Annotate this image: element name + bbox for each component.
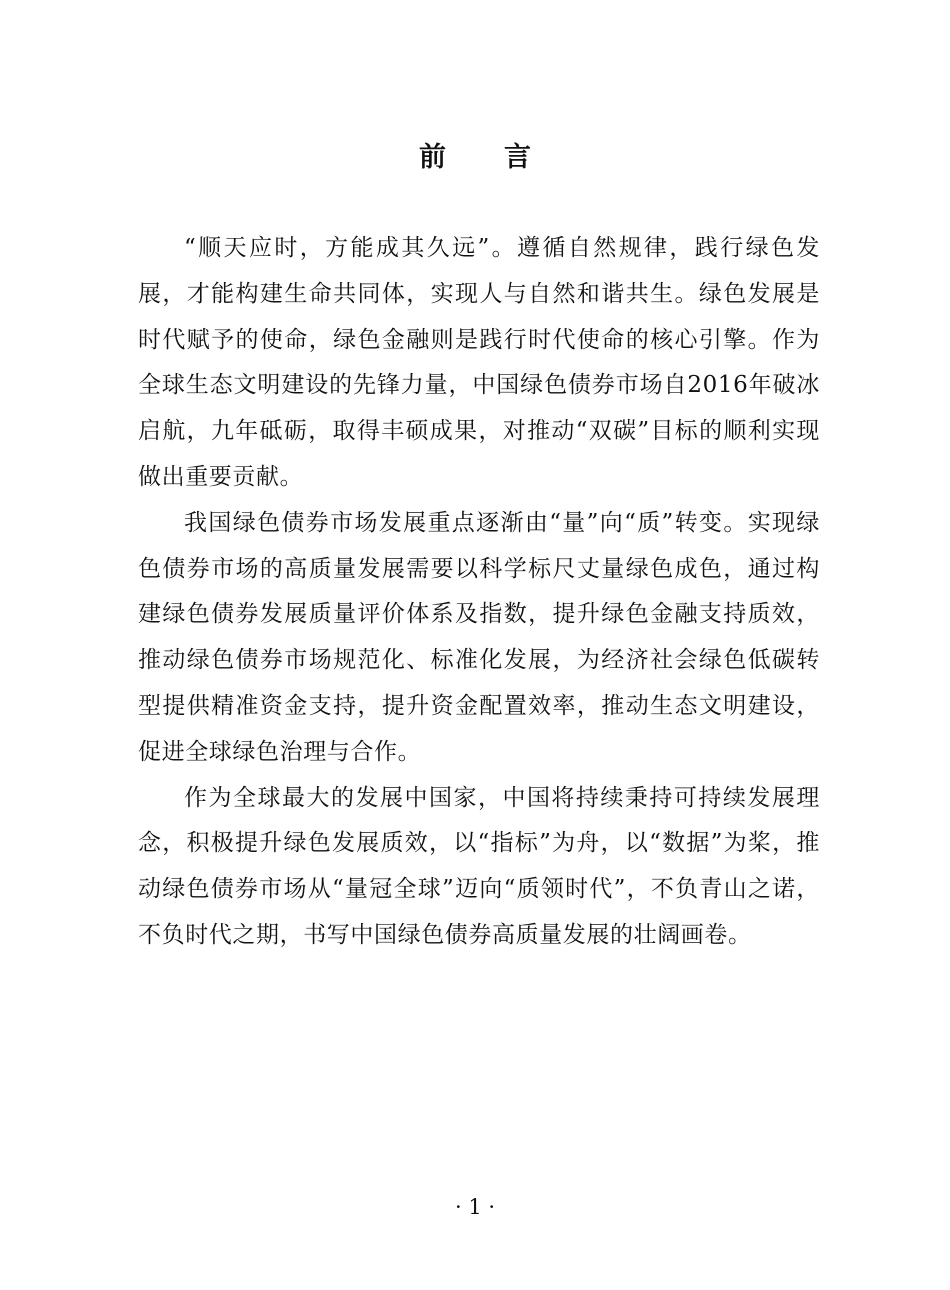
page-title: 前言: [419, 142, 589, 173]
preface-body: [138, 226, 820, 959]
paragraph-1: “顺天应时，方能成其久远”。遵循自然规律，践行绿色发展，才能构建生命共同体，实现人与自然和谐共生。绿色发展是时代赋予的使命，绿色金融则是践行时代使命的核心引擎。作为全球生态文明建设的先锋力量，中国绿色债券市场自2016年破冰启航，九年砥砺，取得丰硕成果，对推动“双碳”目标的顺利实现做出重要贡献。: [138, 235, 820, 490]
paragraph-2: 我国绿色债券市场发展重点逐渐由“量”向“质”转变。实现绿色债券市场的高质量发展需要以科学标尺丈量绿色成色，通过构建绿色债券发展质量评价体系及指数，提升绿色金融支持质效，推动绿色债券市场规范化、标准化发展，为经济社会绿色低碳转型提供精准资金支持，提升资金配置效率，推动生态文明建设，促进全球绿色治理与合作。: [138, 509, 820, 765]
page-number: · 1 ·: [454, 1195, 496, 1219]
paragraph-3: 作为全球最大的发展中国家，中国将持续秉持可持续发展理念，积极提升绿色发展质效，以“指标”为舟，以“数据”为桨，推动绿色债券市场从“量冠全球”迈向“质领时代”，不负青山之诺，不负时代之期，书写中国绿色债券高质量发展的壮阔画卷。: [138, 784, 820, 948]
